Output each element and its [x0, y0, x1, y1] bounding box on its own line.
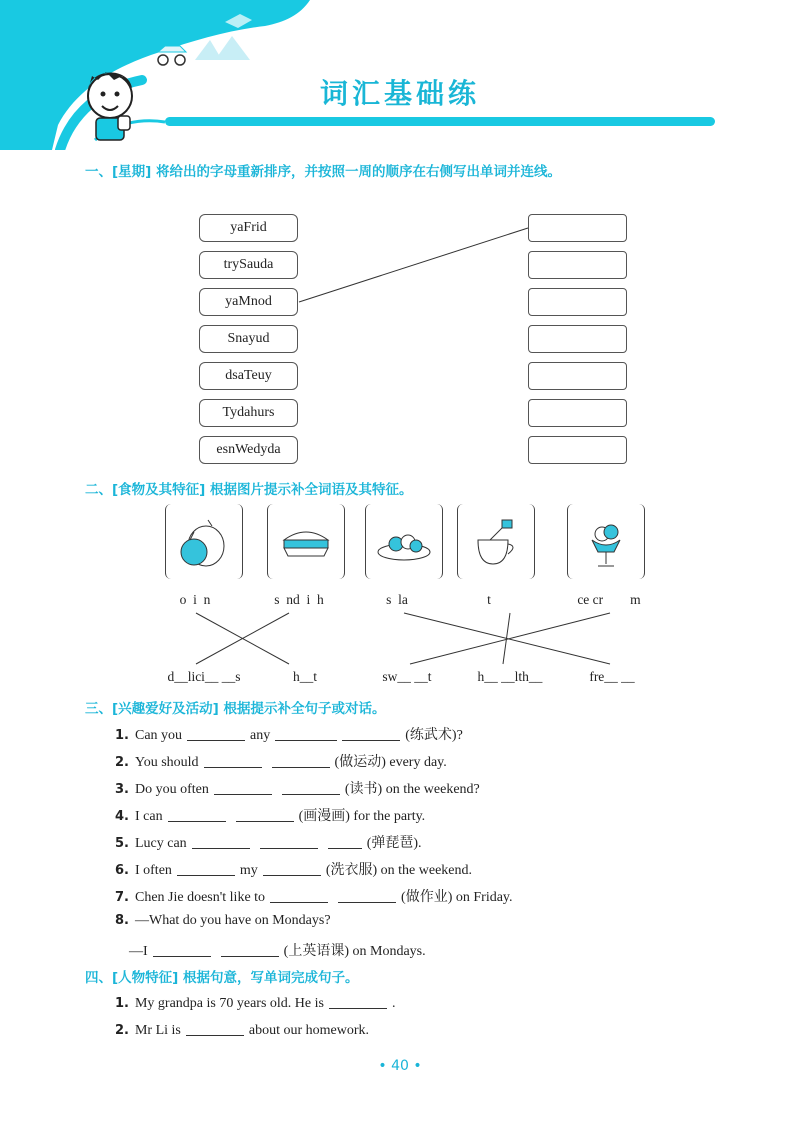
page-number: • 40 • [378, 1058, 422, 1074]
word-hint-ice-cream: ce cr m [577, 592, 641, 607]
blank[interactable] [187, 726, 245, 741]
blank[interactable] [186, 1021, 244, 1036]
blank[interactable] [282, 780, 340, 795]
blank[interactable] [272, 753, 330, 768]
blank[interactable] [236, 807, 294, 822]
sentence-4-2: 2. Mr Li is about our homework. [115, 1023, 370, 1038]
blank[interactable] [168, 807, 226, 822]
scrambled-word-2: trySauda [199, 251, 298, 279]
section2-heading: 二、[食物及其特征] 根据图片提示补全词语及其特征。 [85, 482, 413, 498]
sentence-3-5: 5. Lucy can (弹琵琶). [115, 836, 422, 851]
page-title: 词汇基础练 [319, 77, 480, 110]
blank[interactable] [338, 888, 396, 903]
feature-healthy: h__ __lth__ [477, 669, 543, 684]
feature-sweet: sw__ __t [382, 669, 432, 684]
blank[interactable] [329, 994, 387, 1009]
feature-delicious: d__lici__ __s [167, 669, 241, 684]
blank[interactable] [214, 780, 272, 795]
scrambled-word-1: yaFrid [199, 214, 298, 242]
sentence-3-4: 4. I can (画漫画) for the party. [115, 809, 426, 824]
blank[interactable] [204, 753, 262, 768]
scrambled-word-6: Tydahurs [199, 399, 298, 427]
feature-fresh: fre__ __ [589, 669, 635, 684]
sentence-3-1: 1. Can you any (练武术)? [115, 728, 463, 743]
section4-heading: 四、[人物特征] 根据句意，写单词完成句子。 [85, 970, 359, 986]
sentence-3-6: 6. I often my (洗衣服) on the weekend. [115, 863, 472, 878]
scrambled-word-5: dsaTeuy [199, 362, 298, 390]
section1-heading: 一、[星期] 将给出的字母重新排序，并按照一周的顺序在右侧写出单词并连线。 [85, 164, 562, 180]
scrambled-word-4: Snayud [199, 325, 298, 353]
sentence-3-2: 2. You should (做运动) every day. [115, 755, 447, 770]
blank[interactable] [177, 861, 235, 876]
blank[interactable] [328, 834, 362, 849]
word-hint-salad: s la [386, 592, 408, 607]
blank[interactable] [153, 942, 211, 957]
section3-heading: 三、[兴趣爱好及活动] 根据提示补全句子或对话。 [85, 701, 386, 717]
scrambled-word-7: esnWedyda [199, 436, 298, 464]
blank[interactable] [270, 888, 328, 903]
sentence-3-8-answer: —I (上英语课) on Mondays. [129, 944, 426, 959]
blank[interactable] [221, 942, 279, 957]
blank[interactable] [192, 834, 250, 849]
sentence-3-7: 7. Chen Jie doesn't like to (做作业) on Friday. [115, 890, 513, 905]
word-hint-sandwich: s nd i h [274, 592, 324, 607]
word-hint-tea: t [487, 592, 491, 607]
sentence-3-3: 3. Do you often (读书) on the weekend? [115, 782, 480, 797]
blank[interactable] [260, 834, 318, 849]
sentence-3-8-question: 8. —What do you have on Mondays? [115, 913, 331, 928]
word-hint-onion: o i n [179, 592, 211, 607]
blank[interactable] [263, 861, 321, 876]
blank[interactable] [342, 726, 400, 741]
scrambled-word-3: yaMnod [199, 288, 298, 316]
blank[interactable] [275, 726, 337, 741]
feature-hot: h__t [292, 669, 318, 684]
sentence-4-1: 1. My grandpa is 70 years old. He is . [115, 996, 396, 1011]
